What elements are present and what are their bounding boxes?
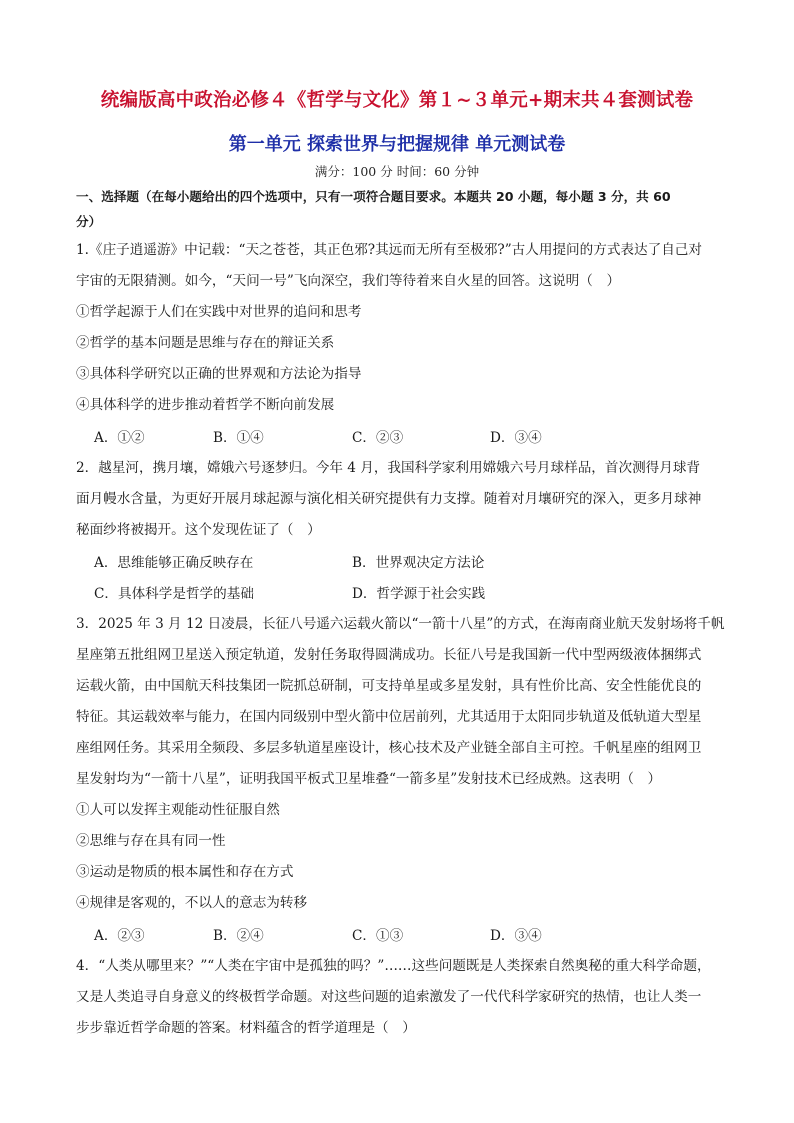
- section-heading-line2: 分）: [76, 214, 102, 229]
- q3-statement-4: ④规律是客观的，不以人的意志为转移: [76, 895, 308, 911]
- q4-stem-line1: 4．“人类从哪里来？”“人类在宇宙中是孤独的吗？”……这些问题既是人类探索自然奥秘的重大科学命题，: [76, 958, 711, 974]
- q3-option-a: A．②③: [94, 928, 145, 944]
- q3-option-d: D．③④: [490, 928, 542, 944]
- q1-option-c: C．②③: [352, 430, 404, 446]
- q2-option-a: A．思维能够正确反映存在: [94, 555, 254, 571]
- unit-title: 第一单元 探索世界与把握规律 单元测试卷: [228, 134, 566, 155]
- q3-stem-line6: 星发射均为“一箭十八星”，证明我国平板式卫星堆叠“一箭多星”发射技术已经成熟。这表明（ ）: [76, 771, 662, 787]
- q4-stem-line2: 又是人类追寻自身意义的终极哲学命题。对这些问题的追索激发了一代代科学家研究的热情，也让人类一: [76, 989, 702, 1005]
- q1-statement-1: ①哲学起源于人们在实践中对世界的追问和思考: [76, 304, 362, 320]
- q2-stem-line3: 秘面纱将被揭开。这个发现佐证了（ ）: [76, 522, 321, 538]
- q1-option-b: B．①④: [213, 430, 264, 446]
- q3-statement-2: ②思维与存在具有同一性: [76, 833, 226, 849]
- q2-stem-line1: 2．越星河，携月壤，嫦娥六号逐梦归。今年 4 月，我国科学家利用嫦娥六号月球样品，首次测得月球背: [76, 460, 701, 476]
- q2-option-d: D．哲学源于社会实践: [352, 586, 486, 602]
- q1-option-a: A．①②: [94, 430, 145, 446]
- q3-stem-line3: 运载火箭，由中国航天科技集团一院抓总研制，可支持单星或多星发射，具有性价比高、安全性能优良的: [76, 678, 702, 694]
- q3-statement-3: ③运动是物质的根本属性和存在方式: [76, 864, 294, 880]
- q2-option-c: C．具体科学是哲学的基础: [94, 586, 254, 602]
- q1-option-d: D．③④: [490, 430, 542, 446]
- q2-stem-line2: 面月幔水含量，为更好开展月球起源与演化相关研究提供有力支撑。随着对月壤研究的深入，更多月球神: [76, 491, 702, 507]
- q4-stem-line3: 步步靠近哲学命题的答案。材料蕴含的哲学道理是（ ）: [76, 1020, 416, 1036]
- q1-statement-2: ②哲学的基本问题是思维与存在的辩证关系: [76, 335, 335, 351]
- q1-statement-3: ③具体科学研究以正确的世界观和方法论为指导: [76, 366, 362, 382]
- q1-statement-4: ④具体科学的进步推动着哲学不断向前发展: [76, 397, 335, 413]
- q1-stem-line2: 宇宙的无限猜测。如今，“天问一号”飞向深空，我们等待着来自火星的回答。这说明（ ）: [76, 273, 621, 289]
- q3-option-b: B．②④: [213, 928, 264, 944]
- q2-option-b: B．世界观决定方法论: [352, 555, 485, 571]
- q3-statement-1: ①人可以发挥主观能动性征服自然: [76, 802, 280, 818]
- q3-stem-line2: 星座第五批组网卫星送入预定轨道，发射任务取得圆满成功。长征八号是我国新一代中型两级液体捆绑式: [76, 647, 702, 663]
- score-time-info: 满分：100 分 时间：60 分钟: [314, 164, 480, 179]
- q1-stem-line1: 1.《庄子逍遥游》中记载：“天之苍苍，其正色邪?其远而无所有至极邪?”古人用提问的方式表达了自己对: [76, 242, 702, 258]
- q3-stem-line5: 座组网任务。其采用全频段、多层多轨道星座设计，核心技术及产业链全部自主可控。千帆星座的组网卫: [76, 740, 702, 756]
- section-heading-line1: 一、选择题（在每小题给出的四个选项中，只有一项符合题目要求。本题共 20 小题，每小题 3 分，共 60: [76, 189, 671, 204]
- exam-series-title: 统编版高中政治必修４《哲学与文化》第１~３单元+期末共４套测试卷: [100, 90, 694, 111]
- q3-stem-line1: 3．2025 年 3 月 12 日凌晨，长征八号遥六运载火箭以“一箭十八星”的方式，在海南商业航天发射场将千帆: [76, 616, 725, 632]
- q3-stem-line4: 特征。其运载效率与能力，在国内同级别中型火箭中位居前列，尤其适用于太阳同步轨道及低轨道大型星: [76, 709, 702, 725]
- q3-option-c: C．①③: [352, 928, 404, 944]
